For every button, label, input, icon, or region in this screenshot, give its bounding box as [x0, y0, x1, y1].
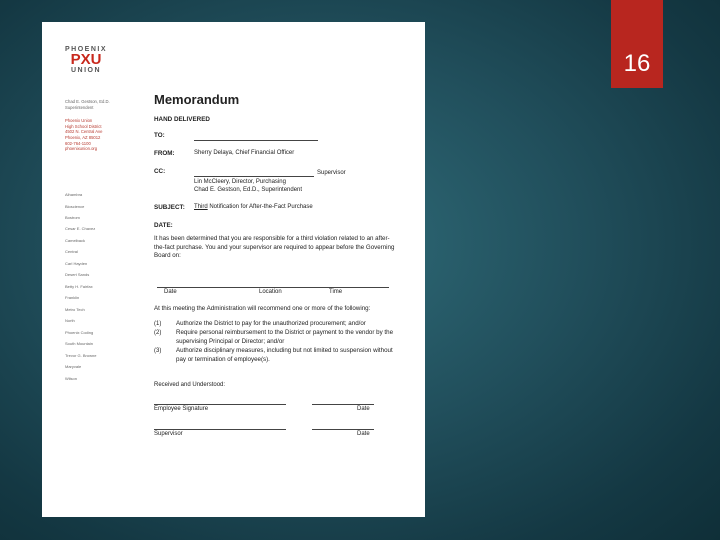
- district-address: [65, 118, 135, 152]
- cc-line-2: Chad E. Gestson, Ed.D., Superintendent: [194, 187, 303, 193]
- subject-emphasis: Third: [194, 204, 208, 210]
- from-label: FROM:: [154, 150, 175, 157]
- school-item: North: [65, 318, 75, 323]
- supervisor-signature-line: [154, 429, 286, 430]
- body-paragraph-1: It has been determined that you are responsible for a third violation related to an after-the-fact purchase. You and your supervisor are required to appear before the Governing Board on:: [154, 235, 395, 260]
- address-line: Phoenix, AZ 85012: [65, 134, 101, 140]
- school-item: South Mountain: [65, 341, 94, 346]
- employee-date-line: [312, 404, 374, 405]
- item-text: Authorize the District to pay for the unauthorized procurement; and/or: [176, 320, 366, 327]
- hearing-line: [157, 287, 389, 288]
- school-item: Trevor G. Browne: [65, 353, 97, 358]
- to-label: TO:: [154, 132, 165, 139]
- school-item: Maryvale: [65, 364, 82, 369]
- school-item: Betty H. Fairfax: [65, 284, 93, 289]
- date-label: DATE:: [154, 222, 173, 229]
- delivery-method: HAND DELIVERED: [154, 116, 210, 123]
- cc-supervisor-label: Supervisor: [317, 170, 346, 176]
- sender-title: Superintendent: [65, 104, 94, 110]
- logo-mid-text: PXU: [70, 51, 102, 68]
- subject-rest: Notification for After-the-Fact Purchase: [207, 204, 313, 210]
- item-text: Authorize disciplinary measures, including but not limited to suspension without pay or termination of employee(s).: [176, 347, 393, 363]
- supervisor-date-label: Date: [357, 431, 370, 437]
- school-item: Bostrom: [65, 215, 80, 220]
- slide-number: 16: [623, 50, 651, 77]
- school-item: Bioscience: [65, 204, 85, 209]
- received-text: Received and Understood:: [154, 382, 226, 388]
- address-line: 4502 N. Central Ave: [65, 129, 103, 135]
- employee-date-label: Date: [357, 406, 370, 412]
- slide-number-badge: [611, 0, 663, 88]
- school-item: Alhambra: [65, 192, 83, 197]
- hearing-date: Date: [164, 289, 177, 295]
- address-line: Phoenix Union: [65, 118, 93, 124]
- school-item: Wilson: [65, 376, 78, 381]
- cc-label: CC:: [154, 168, 166, 175]
- school-item: Central: [65, 249, 78, 254]
- item-number: (2): [154, 330, 162, 336]
- item-text: Require personal reimbursement to the District or payment to the vendor by the supervising Principal or Director; and/or: [176, 329, 394, 345]
- school-item: Desert Sands: [65, 272, 90, 277]
- school-item: Franklin: [65, 295, 80, 300]
- letterhead-sidebar: [65, 99, 135, 152]
- address-line: phoenixunion.org: [65, 146, 98, 152]
- hearing-location: Location: [259, 289, 282, 295]
- memo-title: Memorandum: [154, 92, 240, 107]
- employee-signature-label: Employee Signature: [154, 406, 209, 412]
- school-item: Cesar E. Chavez: [65, 226, 96, 231]
- address-line: 602-764-1100: [65, 140, 91, 146]
- subject-label: SUBJECT:: [154, 204, 185, 211]
- hearing-time: Time: [329, 289, 343, 295]
- supervisor-date-line: [312, 429, 374, 430]
- subject-value: [194, 204, 313, 210]
- school-item: Metro Tech: [65, 307, 85, 312]
- employee-signature-line: [154, 404, 286, 405]
- school-item: Camelback: [65, 238, 86, 243]
- cc-line-1: Lin McCleery, Director, Purchasing: [194, 179, 286, 185]
- logo-top-text: PHOENIX: [64, 46, 107, 53]
- to-line: [194, 140, 318, 141]
- address-line: High School District: [65, 123, 102, 129]
- logo-bottom-text: UNION: [70, 67, 102, 74]
- school-item: Phoenix Coding: [65, 330, 94, 335]
- memo-document: [42, 22, 425, 517]
- pxu-logo: [64, 46, 108, 74]
- cc-supervisor-line: [194, 176, 314, 177]
- item-number: (1): [154, 321, 162, 327]
- body-paragraph-2: At this meeting the Administration will recommend one or more of the following:: [154, 305, 371, 312]
- item-number: (3): [154, 348, 162, 354]
- from-value: Sherry Delaya, Chief Financial Officer: [194, 150, 295, 156]
- sender-name: Chad E. Gestson, Ed.D.: [65, 99, 110, 104]
- school-item: Carl Hayden: [65, 261, 88, 266]
- supervisor-signature-label: Supervisor: [154, 431, 183, 437]
